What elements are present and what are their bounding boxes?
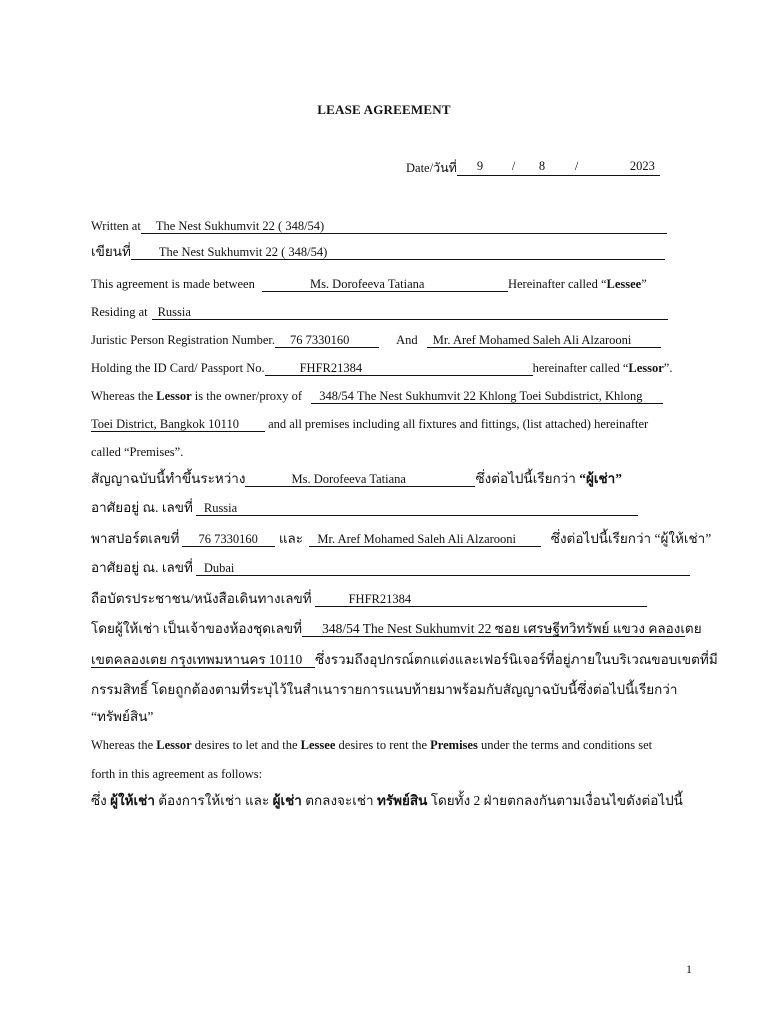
lessee-term: Lessee bbox=[606, 277, 642, 291]
date-sep-1: / bbox=[511, 159, 516, 173]
thai-lessor-residence: Dubai bbox=[203, 561, 235, 575]
whereas-1-line-1 bbox=[91, 388, 671, 405]
thai-lessee-residence-field bbox=[196, 501, 638, 516]
document-title: LEASE AGREEMENT bbox=[317, 102, 451, 117]
thai-and: และ bbox=[278, 531, 304, 546]
written-at-value: The Nest Sukhumvit 22 ( 348/54) bbox=[155, 219, 325, 233]
thai-contract-prefix: สัญญาฉบับนี้ทำขึ้นระหว่าง bbox=[91, 471, 246, 486]
thai-passport-field bbox=[182, 532, 275, 547]
thai-final-line bbox=[91, 792, 683, 809]
thai-lessor-name: Mr. Aref Mohamed Saleh Ali Alzarooni bbox=[317, 532, 516, 546]
thai-lessor-residing-line bbox=[91, 559, 671, 576]
thai-lessee-field bbox=[245, 472, 475, 487]
written-at-field bbox=[141, 219, 667, 234]
whereas-2-line-2 bbox=[91, 766, 671, 783]
whereas-1-line-3 bbox=[91, 444, 671, 461]
id-card-label: Holding the ID Card/ Passport No. bbox=[91, 361, 265, 375]
thai-passport-label: พาสปอร์ตเลขที่ bbox=[91, 531, 180, 546]
residing-value: Russia bbox=[157, 305, 191, 319]
juristic-and: And bbox=[396, 333, 418, 347]
premises-address-field-2 bbox=[91, 417, 265, 432]
thai-passport-number: 76 7330160 bbox=[198, 532, 258, 546]
thai-final-a: ซึ่ง bbox=[91, 793, 111, 808]
id-card-line bbox=[91, 360, 671, 377]
thai-owner-address-field-1 bbox=[302, 621, 702, 637]
lessor-suffix-end: ”. bbox=[663, 361, 673, 375]
date-line bbox=[406, 160, 670, 177]
id-card-field bbox=[265, 361, 533, 376]
date-year: 2023 bbox=[629, 159, 655, 173]
thai-owner-text-4: “ทรัพย์สิน” bbox=[91, 709, 154, 724]
thai-passport-line bbox=[91, 530, 712, 547]
whereas-2-lessee: Lessee bbox=[300, 738, 336, 752]
thai-residing-label: อาศัยอยู่ ณ. เลขที่ bbox=[91, 500, 193, 515]
lessee-suffix-end: ” bbox=[641, 277, 647, 291]
whereas-2-c: desires to let and the bbox=[191, 738, 301, 752]
written-at-thai-label: เขียนที่ bbox=[91, 244, 131, 259]
whereas-2-g: under the terms and conditions set bbox=[477, 738, 653, 752]
residing-line bbox=[91, 304, 671, 321]
whereas-2-premises: Premises bbox=[430, 738, 478, 752]
thai-final-lessor: ผู้ให้เช่า bbox=[110, 793, 155, 808]
whereas-1-called: called “Premises”. bbox=[91, 445, 184, 459]
thai-owner-text-3: กรรมสิทธิ์ โดยถูกต้องตามที่ระบุไว้ในสำเนารายการแนบท้ายมาพร้อมกับสัญญาฉบับนี้ซึ่งต่อไปนี้เรียกว่า bbox=[91, 682, 678, 697]
whereas-1-rest: and all premises including all fixtures and fittings, (list attached) hereinafter bbox=[265, 417, 649, 431]
juristic-number-field bbox=[275, 333, 379, 348]
premises-address-2: Toei District, Bangkok 10110 bbox=[91, 417, 239, 431]
thai-owner-address-field-2 bbox=[91, 653, 315, 668]
juristic-number: 76 7330160 bbox=[290, 333, 350, 347]
juristic-label: Juristic Person Registration Number. bbox=[91, 333, 276, 347]
thai-lessor-called: ซึ่งต่อไปนี้เรียกว่า “ผู้ให้เช่า” bbox=[550, 531, 712, 546]
thai-owner-prefix: โดยผู้ให้เช่า เป็นเจ้าของห้องชุดเลขที่ bbox=[91, 621, 303, 636]
thai-owner-line-1 bbox=[91, 620, 702, 637]
written-at-line bbox=[91, 218, 671, 235]
thai-final-c: ต้องการให้เช่า และ bbox=[154, 793, 273, 808]
date-label: Date/วันที่ bbox=[406, 161, 457, 175]
date-month: 8 bbox=[538, 159, 546, 173]
thai-lessor-field bbox=[309, 532, 541, 547]
lessee-name-value: Ms. Dorofeeva Tatiana bbox=[309, 277, 425, 291]
thai-owner-rest: ซึ่งรวมถึงอุปกรณ์ตกแต่งและเฟอร์นิเจอร์ที่อยู่ภายในบริเวณขอบเขตที่มี bbox=[315, 652, 718, 667]
lessor-name-value: Mr. Aref Mohamed Saleh Ali Alzarooni bbox=[432, 333, 632, 347]
thai-owner-line-2 bbox=[91, 651, 718, 668]
thai-lessee-residence: Russia bbox=[203, 501, 238, 515]
thai-final-premises: ทรัพย์สิน bbox=[376, 793, 428, 808]
thai-lessor-residing-label: อาศัยอยู่ ณ. เลขที่ bbox=[91, 560, 193, 575]
thai-id-label: ถือบัตรประชาชน/หนังสือเดินทางเลขที่ bbox=[91, 591, 312, 606]
thai-final-lessee: ผู้เช่า bbox=[272, 793, 302, 808]
whereas-1-line-2 bbox=[91, 416, 671, 433]
thai-lessor-residence-field bbox=[196, 561, 690, 576]
date-sep-2: / bbox=[574, 159, 579, 173]
thai-owner-address-2: เขตคลองเตย กรุงเทพมหานคร 10110 bbox=[91, 652, 303, 667]
whereas-2-line-1 bbox=[91, 737, 671, 754]
whereas-1-prefix-a: Whereas the bbox=[91, 389, 157, 403]
premises-address-field-1 bbox=[311, 389, 663, 404]
lessee-suffix-start: Hereinafter called “ bbox=[507, 277, 607, 291]
whereas-2-lessor: Lessor bbox=[156, 738, 192, 752]
id-card-value: FHFR21384 bbox=[299, 361, 363, 375]
whereas-2-a: Whereas the bbox=[91, 738, 157, 752]
lessor-name-field bbox=[427, 333, 661, 348]
written-at-label: Written at bbox=[91, 219, 141, 233]
thai-final-g: โดยทั้ง 2 ฝ่ายตกลงกันตามเงื่อนไขดังต่อไปนี้ bbox=[427, 793, 683, 808]
date-day: 9 bbox=[476, 159, 484, 173]
thai-owner-address-1: 348/54 The Nest Sukhumvit 22 ซอย เศรษฐีทวิทรัพย์ แขวง คลองเตย bbox=[322, 621, 702, 636]
whereas-1-prefix-b: is the owner/proxy of bbox=[191, 389, 303, 403]
agreement-prefix: This agreement is made between bbox=[91, 277, 255, 291]
lessor-suffix-start: hereinafter called “ bbox=[532, 361, 629, 375]
thai-id-line bbox=[91, 590, 671, 607]
thai-final-e: ตกลงจะเช่า bbox=[301, 793, 377, 808]
whereas-2-e: desires to rent the bbox=[335, 738, 431, 752]
thai-hereinafter: ซึ่งต่อไปนี้เรียกว่า bbox=[475, 471, 580, 486]
page-number: 1 bbox=[686, 962, 692, 976]
premises-address-1: 348/54 The Nest Sukhumvit 22 Khlong Toei Subdistrict, Khlong bbox=[319, 389, 643, 403]
written-at-thai-field bbox=[131, 245, 665, 260]
residing-field bbox=[152, 305, 668, 320]
thai-id-field bbox=[315, 592, 647, 607]
residing-label: Residing at bbox=[91, 305, 148, 319]
thai-lessee-name: Ms. Dorofeeva Tatiana bbox=[291, 472, 406, 486]
thai-lessee-term: “ผู้เช่า” bbox=[579, 471, 622, 486]
date-field bbox=[457, 161, 660, 176]
written-at-thai-line bbox=[91, 243, 671, 260]
juristic-line bbox=[91, 332, 671, 349]
whereas-2-line2-text: forth in this agreement as follows: bbox=[91, 767, 263, 781]
thai-residing-line bbox=[91, 499, 671, 516]
written-at-thai-value: The Nest Sukhumvit 22 ( 348/54) bbox=[158, 245, 328, 259]
agreement-between-line bbox=[91, 276, 671, 293]
thai-owner-line-3 bbox=[91, 681, 678, 698]
thai-id-value: FHFR21384 bbox=[348, 592, 412, 606]
whereas-1-lessor: Lessor bbox=[156, 389, 192, 403]
lessee-name-field bbox=[262, 277, 508, 292]
thai-contract-line bbox=[91, 470, 671, 487]
thai-owner-line-4 bbox=[91, 708, 671, 725]
lessor-term: Lessor bbox=[628, 361, 664, 375]
